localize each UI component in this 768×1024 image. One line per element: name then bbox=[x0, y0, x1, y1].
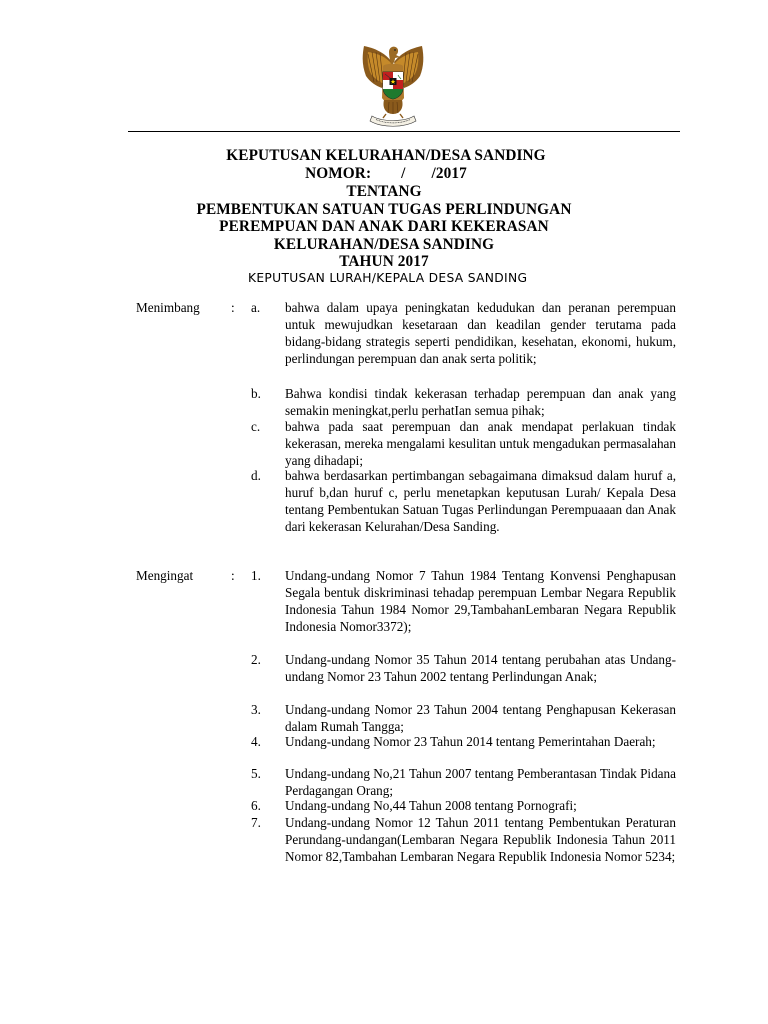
mengingat-item-text: Undang-undang No,21 Tahun 2007 tentang Pemberantasan Tindak Pidana Perdagangan Orang; bbox=[285, 766, 676, 798]
decree-subject-line-2: PEREMPUAN DAN ANAK DARI KEKERASAN bbox=[219, 218, 549, 235]
decree-issuer: KEPUTUSAN LURAH/KEPALA DESA SANDING bbox=[248, 271, 528, 285]
decree-tentang: TENTANG bbox=[346, 183, 422, 200]
mengingat-item-mark: 3. bbox=[251, 702, 261, 717]
menimbang-item-mark: c. bbox=[251, 419, 261, 434]
decree-year: TAHUN 2017 bbox=[339, 253, 429, 270]
mengingat-item-mark: 7. bbox=[251, 815, 261, 830]
mengingat-item-mark: 1. bbox=[251, 568, 261, 583]
menimbang-item-mark: d. bbox=[251, 468, 261, 483]
mengingat-item-mark: 4. bbox=[251, 734, 261, 749]
menimbang-item-text: bahwa dalam upaya peningkatan kedudukan dan peranan perempuan untuk mewujudkan kesetaraan dan keadilan gender terutama pada bidang-bidang strategis seperti pendidikan, kesehatan, ekonomi, hukum, perlindungan perempuan dan anak serta politik; bbox=[285, 300, 676, 366]
mengingat-item-text: Undang-undang Nomor 12 Tahun 2011 tentang Pembentukan Peraturan Perundang-undangan(Lembaran Negara Republik Indonesia Tahun 2011 Nomor 82,Tambahan Lembaran Negara Republik Indonesia Nomor 5234; bbox=[285, 815, 676, 864]
mengingat-item-text: Undang-undang Nomor 7 Tahun 1984 Tentang Konvensi Penghapusan Segala bentuk diskriminasi tehadap perempuan Lembar Negara Republik Indonesia Tahun 1984 Nomor 29,TambahanLembaran Negara Republik Indonesia Nomor3372); bbox=[285, 568, 676, 634]
mengingat-item-mark: 2. bbox=[251, 652, 261, 667]
mengingat-item-text: Undang-undang Nomor 23 Tahun 2014 tentang Pemerintahan Daerah; bbox=[285, 734, 656, 749]
decree-subject-line-3: KELURAHAN/DESA SANDING bbox=[273, 236, 495, 253]
menimbang-label: Menimbang bbox=[136, 300, 200, 315]
menimbang-item-text: Bahwa kondisi tindak kekerasan terhadap perempuan dan anak yang semakin meningkat,perlu perhatIan semua pihak; bbox=[285, 386, 676, 418]
nomor-year: /2017 bbox=[431, 165, 467, 182]
decree-title: KEPUTUSAN KELURAHAN/DESA SANDING bbox=[226, 147, 546, 164]
menimbang-item-text: bahwa berdasarkan pertimbangan sebagaimana dimaksud dalam huruf a, huruf b,dan huruf c, perlu menetapkan keputusan Lurah/ Kepala Desa tentang Pembentukan Satuan Tugas Perlindungan Perempuaaan dan Anak dari kekerasan Kelurahan/Desa Sanding. bbox=[285, 468, 676, 534]
menimbang-colon: : bbox=[231, 300, 235, 315]
mengingat-item-text: Undang-undang No,44 Tahun 2008 tentang Pornografi; bbox=[285, 798, 577, 813]
decree-number bbox=[2, 165, 768, 183]
header-rule bbox=[128, 131, 680, 132]
mengingat-item-mark: 5. bbox=[251, 766, 261, 781]
menimbang-item-text: bahwa pada saat perempuan dan anak mendapat perlakuan tindak kekerasan, mereka mengalami kesulitan untuk mengadukan permasalahan yang dihadapi; bbox=[285, 419, 676, 468]
mengingat-label: Mengingat bbox=[136, 568, 194, 583]
mengingat-colon: : bbox=[231, 568, 235, 583]
mengingat-item-mark: 6. bbox=[251, 798, 261, 813]
menimbang-item-mark: b. bbox=[251, 386, 261, 401]
nomor-separator: / bbox=[401, 165, 406, 182]
decree-subject-line-1: PEMBENTUKAN SATUAN TUGAS PERLINDUNGAN bbox=[196, 201, 572, 218]
nomor-label: NOMOR: bbox=[305, 165, 372, 182]
garuda-emblem-icon bbox=[356, 42, 430, 128]
mengingat-item-text: Undang-undang Nomor 23 Tahun 2004 tentang Penghapusan Kekerasan dalam Rumah Tangga; bbox=[285, 702, 676, 734]
mengingat-item-text: Undang-undang Nomor 35 Tahun 2014 tentang perubahan atas Undang-undang Nomor 23 Tahun 2002 tentang Perlindungan Anak; bbox=[285, 652, 676, 684]
menimbang-item-mark: a. bbox=[251, 300, 261, 315]
